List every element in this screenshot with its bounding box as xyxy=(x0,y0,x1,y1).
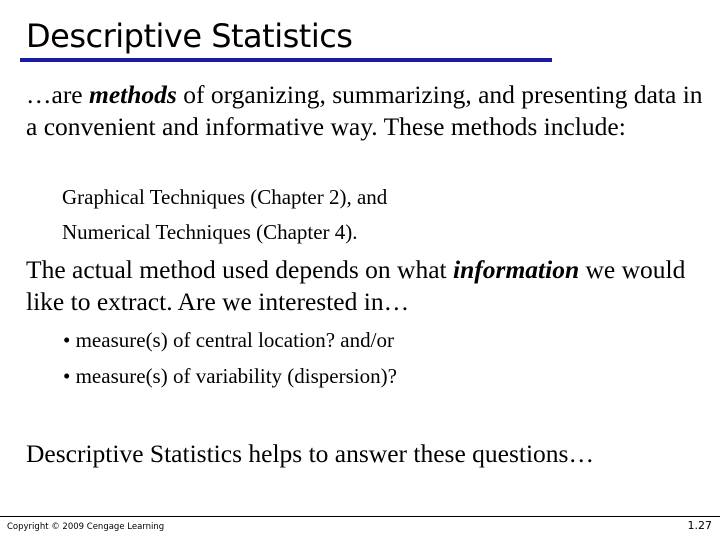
method-paragraph xyxy=(26,254,706,318)
page-number: 1.27 xyxy=(687,519,712,532)
method-suffix: we would like to extract. Are we interested in… xyxy=(26,255,686,316)
intro-emphasis: methods xyxy=(89,80,177,109)
method-prefix: The actual method used depends on what xyxy=(26,255,454,284)
copyright-text: Copyright © 2009 Cengage Learning xyxy=(7,522,165,532)
method-emphasis: information xyxy=(453,255,580,284)
question-item-central-location: • measure(s) of central location? and/or xyxy=(63,328,394,352)
technique-item-numerical: Numerical Techniques (Chapter 4). xyxy=(62,220,358,244)
technique-item-graphical: Graphical Techniques (Chapter 2), and xyxy=(62,185,388,209)
intro-prefix: …are xyxy=(26,80,90,109)
closing-statement: Descriptive Statistics helps to answer these questions… xyxy=(26,439,594,468)
title-underline xyxy=(20,58,552,62)
intro-suffix: of organizing, summarizing, and presenting data in a convenient and informative way. These methods include: xyxy=(26,80,703,141)
footer-divider xyxy=(0,516,720,517)
slide-title: Descriptive Statistics xyxy=(26,17,353,55)
question-item-variability: • measure(s) of variability (dispersion)? xyxy=(63,364,397,388)
intro-paragraph xyxy=(26,79,706,143)
